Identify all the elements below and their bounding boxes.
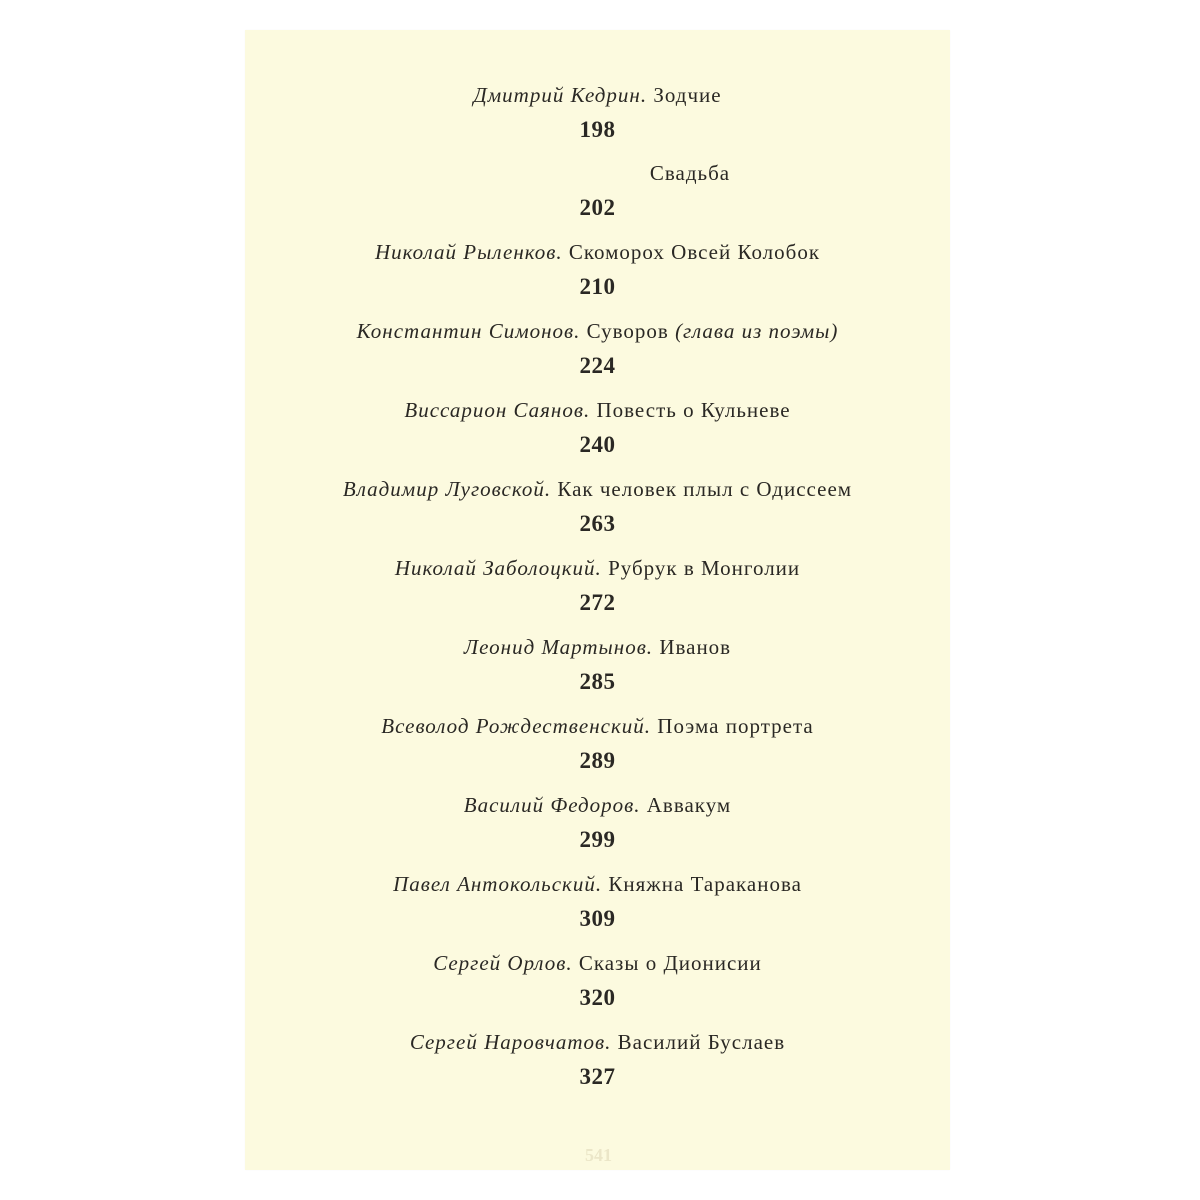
toc-entry bbox=[245, 318, 950, 379]
toc-entry bbox=[245, 82, 950, 143]
toc-entry-line bbox=[245, 792, 950, 818]
work-note: (глава из поэмы) bbox=[675, 319, 839, 343]
page-number: 299 bbox=[579, 827, 616, 852]
work-title: Княжна Тараканова bbox=[608, 872, 802, 896]
author-name: Леонид Мартынов. bbox=[463, 635, 654, 659]
toc-entry-line bbox=[245, 82, 950, 108]
author-name: Николай Рыленков. bbox=[374, 240, 563, 264]
toc-entry-line bbox=[245, 318, 950, 344]
author-name: Сергей Орлов. bbox=[433, 951, 573, 975]
toc-entry bbox=[245, 792, 950, 853]
page-number: 202 bbox=[579, 195, 616, 220]
toc-entry bbox=[245, 397, 950, 458]
toc-entry-line bbox=[245, 950, 950, 976]
toc-entry-line bbox=[245, 160, 950, 186]
toc-entry-line bbox=[245, 555, 950, 581]
work-title: Рубрук в Монголии bbox=[608, 556, 801, 580]
toc-entry-line bbox=[245, 713, 950, 739]
work-title: Сказы о Дионисии bbox=[578, 951, 762, 975]
work-title: Иванов bbox=[659, 635, 732, 659]
toc-entry-line bbox=[245, 871, 950, 897]
work-title: Поэма портрета bbox=[657, 714, 814, 738]
work-title: Суворов bbox=[586, 319, 669, 343]
work-title: Как человек плыл с Одиссеем bbox=[557, 477, 853, 501]
page-number: 289 bbox=[579, 748, 616, 773]
author-name: Всеволод Рождественский. bbox=[381, 714, 652, 738]
work-title: Василий Буслаев bbox=[617, 1030, 786, 1054]
work-title: Скоморох Овсей Колобок bbox=[568, 240, 821, 264]
author-name: Василий Федоров. bbox=[463, 793, 641, 817]
work-title: Повесть о Кульневе bbox=[596, 398, 791, 422]
footer-page-number: 541 bbox=[585, 1145, 612, 1165]
page-number: 285 bbox=[579, 669, 616, 694]
author-name: Павел Антокольский. bbox=[393, 872, 603, 896]
toc-entry bbox=[245, 1029, 950, 1090]
toc-entry bbox=[245, 634, 950, 695]
author-name: Сергей Наровчатов. bbox=[409, 1030, 612, 1054]
toc-entry-line bbox=[245, 1029, 950, 1055]
toc-entry bbox=[245, 239, 950, 300]
toc-entry bbox=[245, 555, 950, 616]
author-name: Владимир Луговской. bbox=[342, 477, 552, 501]
work-title: Свадьба bbox=[649, 161, 731, 185]
page-number: 210 bbox=[579, 274, 616, 299]
page-number: 224 bbox=[579, 353, 616, 378]
author-name: Николай Заболоцкий. bbox=[394, 556, 602, 580]
toc-entry-line bbox=[245, 239, 950, 265]
author-name: Виссарион Саянов. bbox=[404, 398, 591, 422]
toc-entry bbox=[245, 871, 950, 932]
toc-entry bbox=[245, 950, 950, 1011]
work-title: Аввакум bbox=[646, 793, 732, 817]
toc-entry-line bbox=[245, 397, 950, 423]
book-page bbox=[245, 30, 950, 1170]
page-number: 309 bbox=[579, 906, 616, 931]
page-number: 272 bbox=[579, 590, 616, 615]
page-number: 320 bbox=[579, 985, 616, 1010]
toc-entry bbox=[245, 476, 950, 537]
toc-entry bbox=[245, 713, 950, 774]
work-title: Зодчие bbox=[653, 83, 722, 107]
toc-entry bbox=[245, 160, 950, 221]
page-number: 327 bbox=[579, 1064, 616, 1089]
toc-entry-line bbox=[245, 476, 950, 502]
author-name: Константин Симонов. bbox=[356, 319, 581, 343]
page-number: 198 bbox=[579, 117, 616, 142]
toc-entry-line bbox=[245, 634, 950, 660]
author-name: Дмитрий Кедрин. bbox=[473, 83, 648, 107]
page-number: 240 bbox=[579, 432, 616, 457]
page-number: 263 bbox=[579, 511, 616, 536]
